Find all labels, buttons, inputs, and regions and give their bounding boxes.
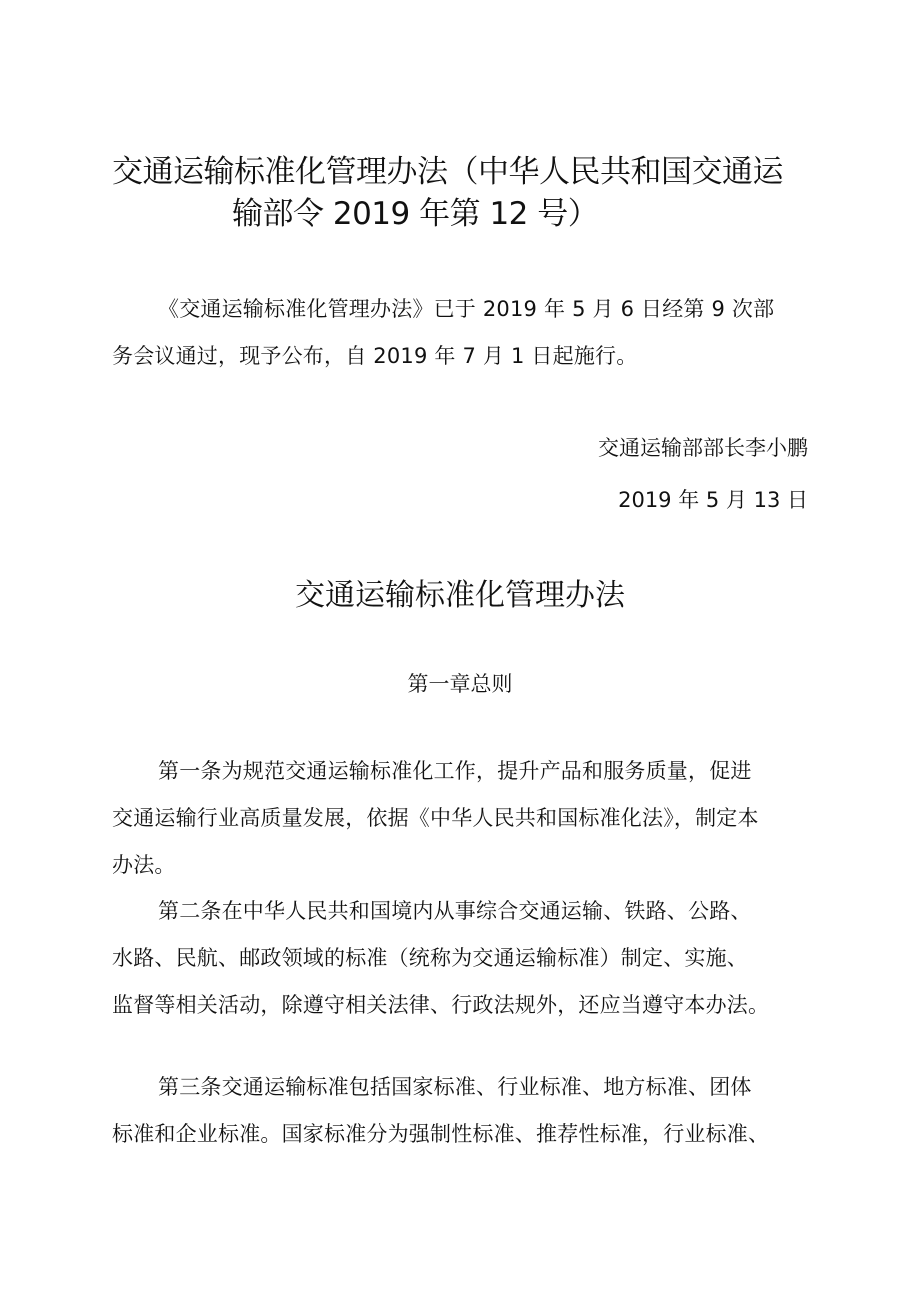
article-3-line-1: 第三条交通运输标准包括国家标准、行业标准、地方标准、团体 [158, 1075, 752, 1099]
article-3-line-2: 标准和企业标准。国家标准分为强制性标准、推荐性标准，行业标准、 [112, 1122, 770, 1146]
regulation-title: 交通运输标准化管理办法 [295, 578, 625, 613]
document-title-line-1: 交通运输标准化管理办法（中华人民共和国交通运 [112, 154, 783, 190]
article-2 [112, 888, 812, 1029]
article-1-line-1: 第一条为规范交通运输标准化工作，提升产品和服务质量，促进 [158, 759, 752, 783]
announcement-line-1: 《交通运输标准化管理办法》已于 2019 年 5 月 6 日经第 9 次部 [158, 297, 775, 321]
article-1 [112, 748, 812, 889]
document-title [112, 152, 812, 236]
article-1-line-2: 交通运输行业高质量发展，依据《中华人民共和国标准化法》，制定本 [112, 806, 759, 830]
article-2-line-2: 水路、民航、邮政领域的标准（统称为交通运输标准）制定、实施、 [112, 946, 748, 970]
signature: 交通运输部部长李小鹏 [598, 436, 808, 460]
announcement-line-2: 务会议通过，现予公布，自 2019 年 7 月 1 日起施行。 [112, 344, 638, 368]
document-title-line-2: 输部令 2019 年第 12 号） [232, 196, 599, 232]
signature-date: 2019 年 5 月 13 日 [618, 488, 808, 512]
article-2-line-3: 监督等相关活动，除遵守相关法律、行政法规外，还应当遵守本办法。 [112, 993, 770, 1017]
announcement-paragraph [112, 286, 812, 380]
article-2-line-1: 第二条在中华人民共和国境内从事综合交通运输、铁路、公路、 [158, 899, 752, 923]
article-1-line-3: 办法。 [112, 853, 176, 877]
article-3 [112, 1064, 812, 1158]
chapter-title: 第一章总则 [407, 672, 513, 696]
